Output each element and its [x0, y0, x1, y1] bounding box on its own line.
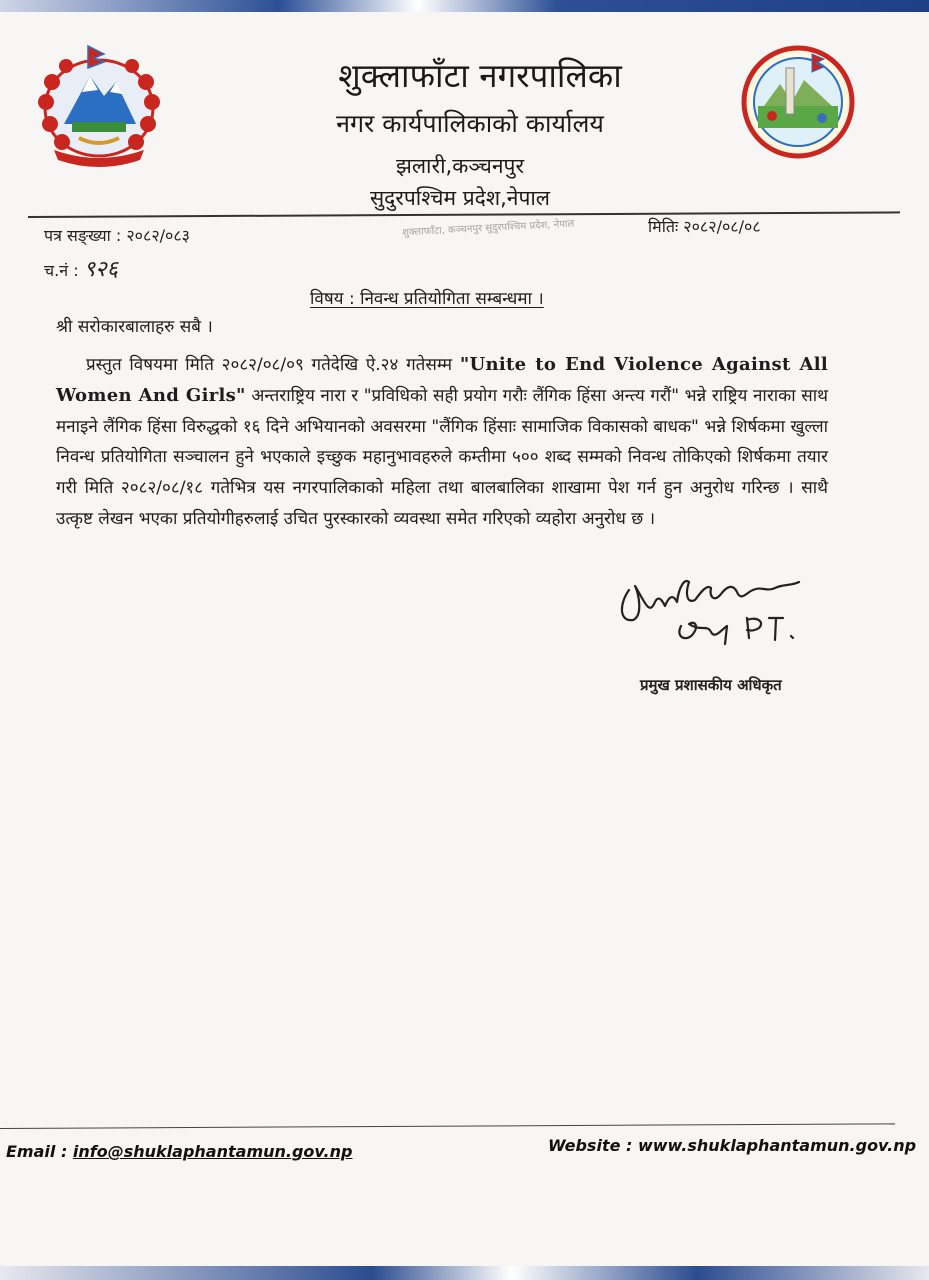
office-title: शुक्लाफाँटा नगरपालिका	[338, 56, 622, 95]
dispatch-number	[44, 253, 118, 283]
office-subtitle: नगर कार्यपालिकाको कार्यालय	[336, 109, 604, 138]
address-line-1: झलारी,कञ्चनपुर	[395, 154, 525, 178]
handwritten-signature	[615, 572, 830, 662]
dispatch-value: ९२६	[83, 257, 119, 282]
footer-divider	[0, 1123, 895, 1129]
letter-subject: विषय : निवन्ध प्रतियोगिता सम्बन्धमा ।	[310, 289, 544, 309]
top-scan-band	[0, 0, 929, 12]
reference-number: पत्र सङ्ख्या : २०८२/०८३	[44, 226, 190, 245]
body-part-2: अन्तराष्ट्रिय नारा र "प्रविधिको सही प्रयोग गरौः लैंगिक हिंसा अन्त्य गरौं" भन्ने राष्ट्रिय नाराका साथ मनाइने लैंगिक हिंसा विरुद्धको १६ दिने अभियानको अवसरमा "लैंगिक हिंसाः सामाजिक विकासको बाधक" भन्ने शिर्षकमा खुल्ला निवन्ध प्रतियोगिता सञ्चालन हुने भएकाले इच्छुक महानुभावहरुले कम्तीमा ५०० शब्द सम्मको निवन्ध तोकिएको शिर्षकमा तयार गरी मिति २०८२/०८/१८ गतेभित्र यस नगरपालिकाको महिला तथा बालबालिका शाखामा पेश गर्न हुन अनुरोध गरिन्छ । साथै उत्कृष्ट लेखन भएका प्रतियोगीहरुलाई उचित पुरस्कारको व्यवस्था समेत गरिएको व्यहोरा अनुरोध छ ।	[56, 385, 828, 529]
signatory-title: प्रमुख प्रशासकीय अधिकृत	[640, 676, 782, 694]
body-part-1: प्रस्तुत विषयमा मिति २०८२/०८/०९ गतेदेखि ऐ.२४ गतेसम्म	[86, 355, 460, 375]
dispatch-label: च.नं :	[44, 261, 79, 280]
email-label: Email :	[6, 1142, 73, 1161]
body-bold-slogan: "Unite to End Violence Against All Women And Girls"	[56, 354, 828, 406]
letter-body	[56, 350, 828, 535]
email-link[interactable]: info@shuklaphantamun.gov.np	[72, 1142, 353, 1161]
footer-website[interactable]: Website : www.shuklaphantamun.gov.np	[548, 1136, 917, 1155]
letter-salutation: श्री सरोकारबालाहरु सबै ।	[56, 317, 213, 337]
municipality-logo-icon	[734, 44, 862, 160]
nepal-emblem-icon	[24, 42, 174, 172]
address-line-2: सुदुरपश्चिम प्रदेश,नेपाल	[369, 186, 551, 210]
footer-email	[6, 1142, 352, 1161]
bottom-scan-band	[0, 1266, 929, 1280]
office-stamp: शुक्लाफाँटा, कञ्चनपुर सुदुरपश्चिम प्रदेश, नेपाल	[401, 218, 575, 239]
letter-date: मितिः २०८२/०८/०८	[648, 217, 761, 236]
header-divider	[28, 211, 900, 218]
